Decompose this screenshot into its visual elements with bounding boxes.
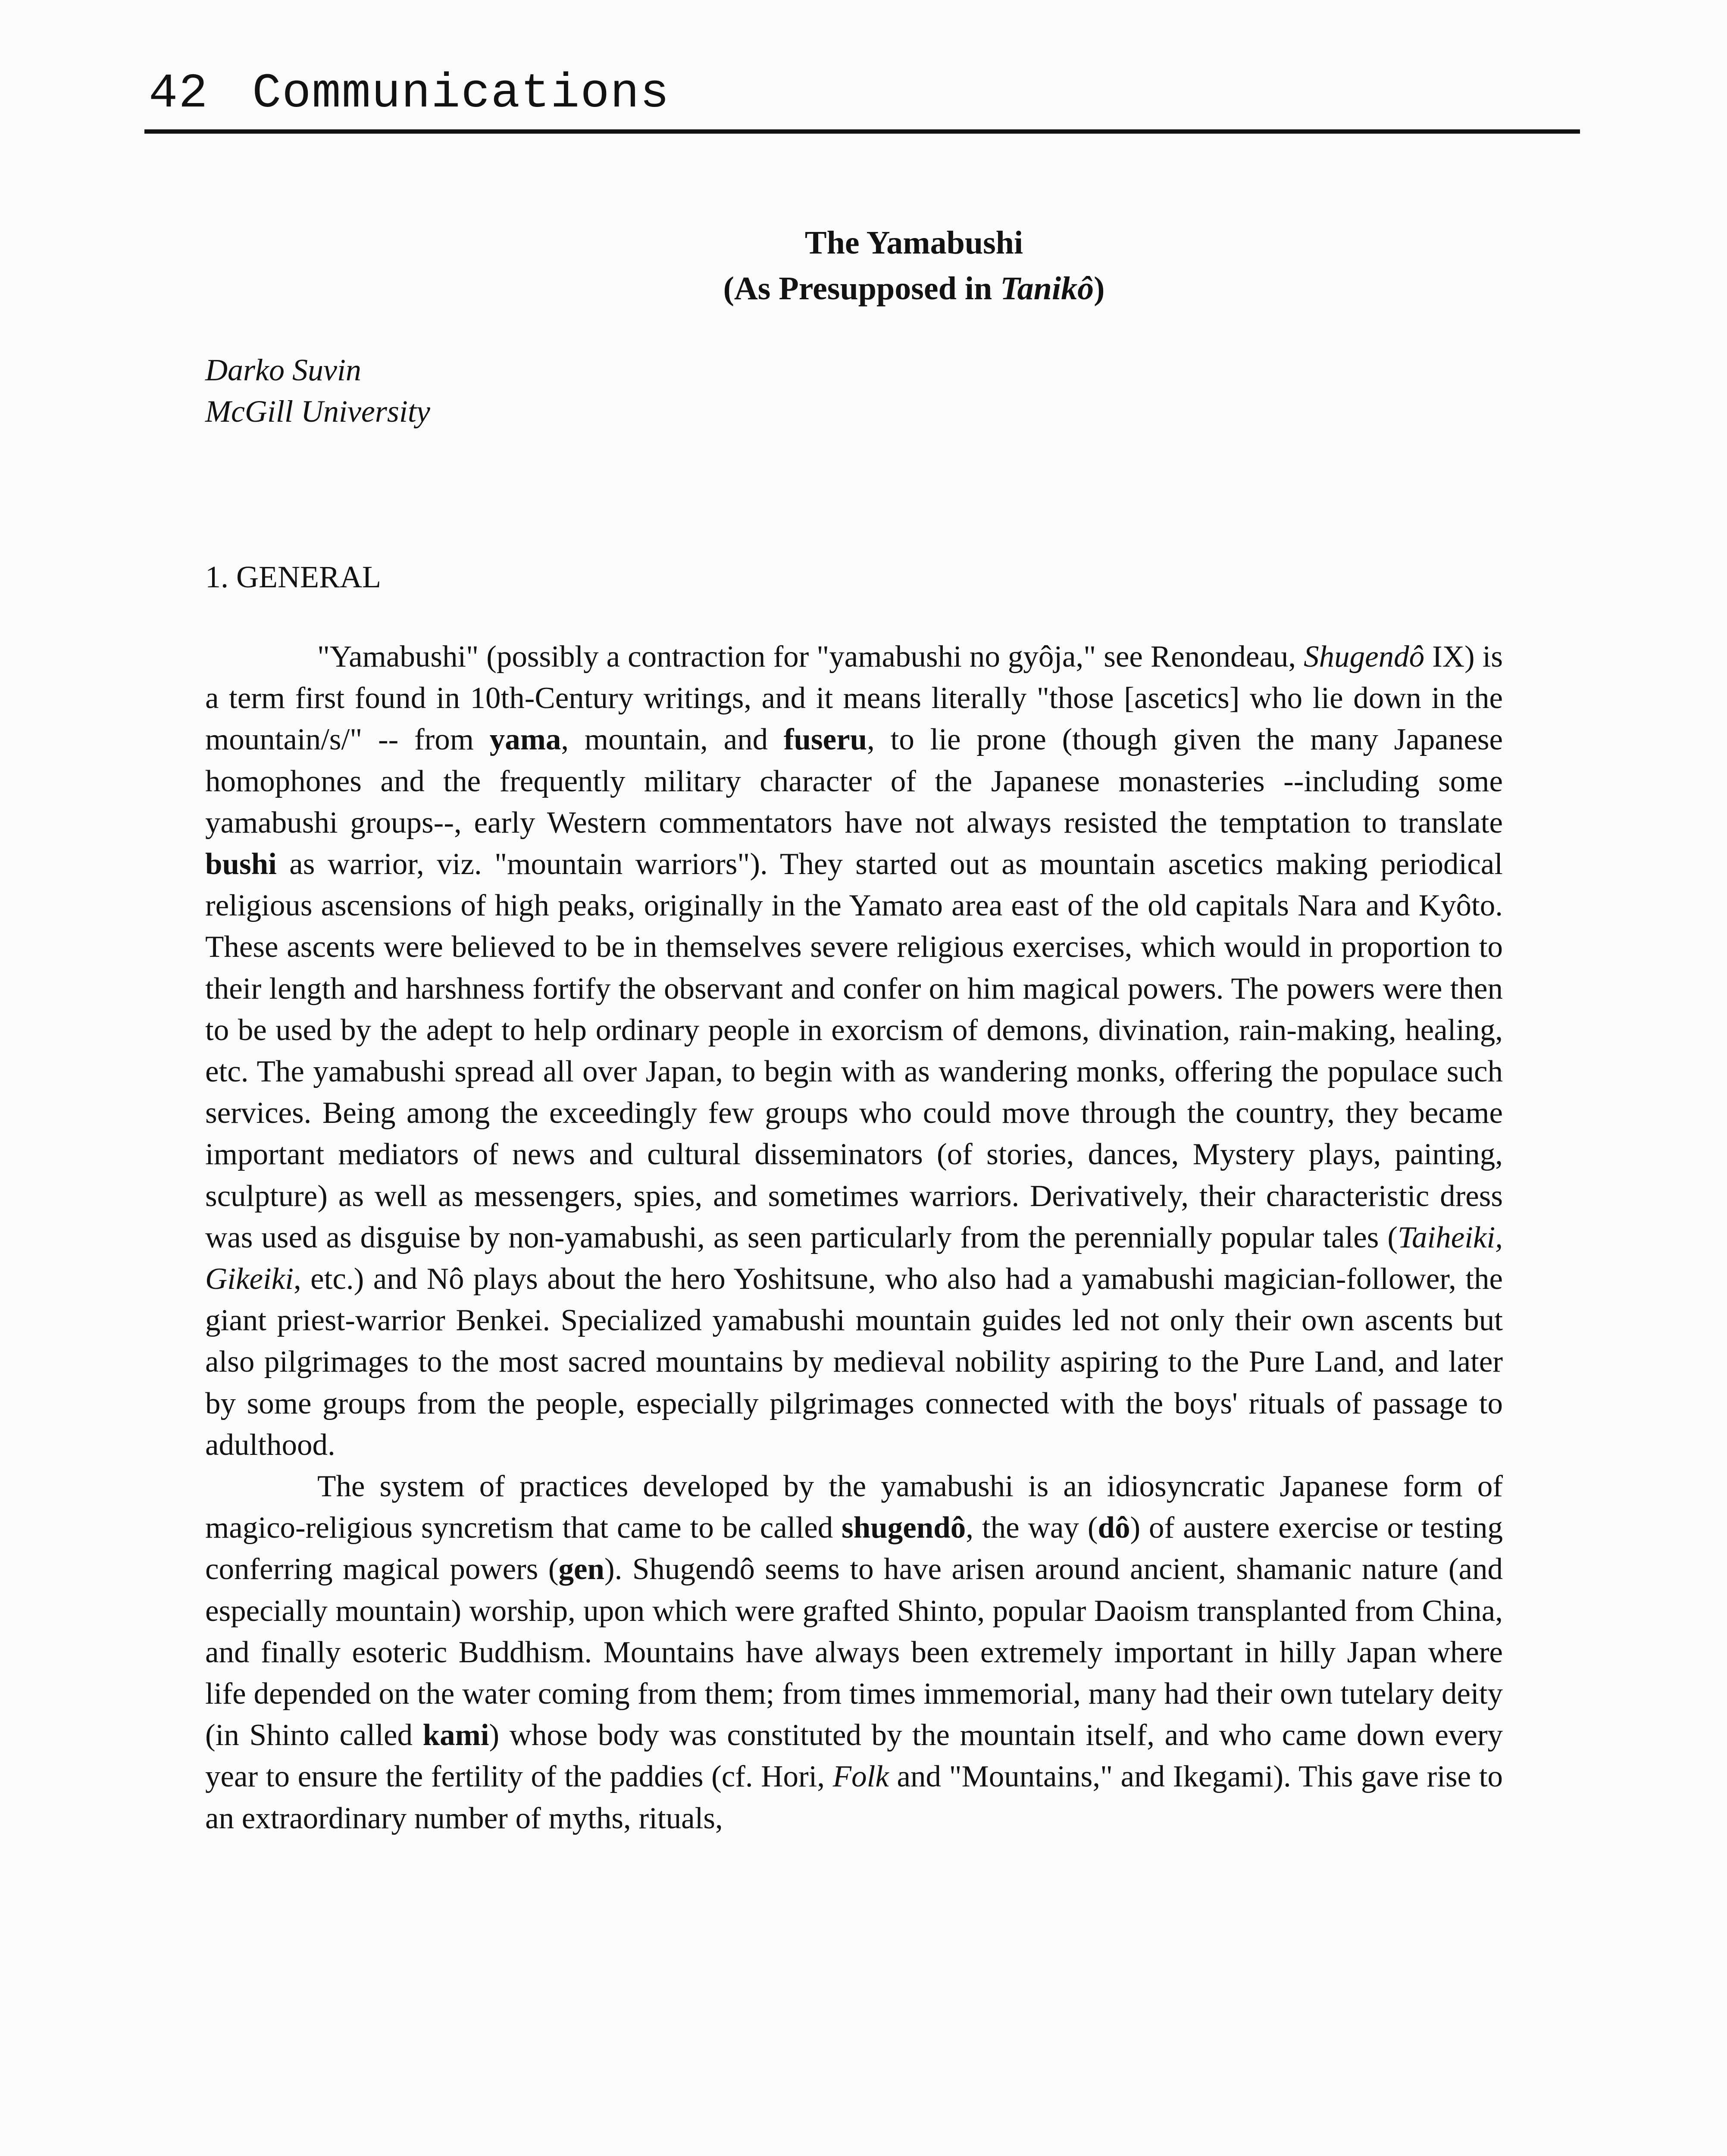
text-run: The system of practices developed by the yamabushi is an idiosyncratic Japanese form of magico-religious syncretism that came to be called	[205, 1470, 1503, 1545]
text-run: Shugendô	[1304, 640, 1425, 674]
title-line-2	[517, 266, 1311, 311]
section-heading: 1. GENERAL	[205, 560, 381, 594]
paragraph-2	[205, 1466, 1503, 1839]
text-run: Taiheiki, Gikeiki	[205, 1220, 1503, 1296]
page-number: 42	[149, 66, 209, 121]
text-run: dô	[1098, 1511, 1130, 1545]
text-run: fuseru	[783, 723, 867, 757]
text-run: ). Shugendô seems to have arisen around ancient, shamanic nature (and especially mountain) worship, upon which were grafted Shinto, popular Daoism transplanted from China, and finally esoteric Buddhism. Mountains have always been extremely important in hilly Japan where life depended on the water coming from them; from times immemorial, many had their own tutelary deity (in Shinto called	[205, 1552, 1503, 1752]
body-text	[205, 636, 1503, 1839]
text-run: , mountain, and	[561, 723, 784, 757]
title-subtitle-post: )	[1094, 270, 1105, 307]
text-run: kami	[422, 1718, 489, 1752]
text-run: as warrior, viz. "mountain warriors"). They started out as mountain ascetics making periodical religious ascensions of high peaks, originally in the Yamato area east of the old capitals Nara and Kyôto. These ascents were believed to be in themselves severe religious exercises, which would in proportion to their length and harshness fortify the observant and confer on him magical powers. The powers were then to be used by the adept to help ordinary people in exorcism of demons, divination, rain-making, healing, etc. The yamabushi spread all over Japan, to begin with as wandering monks, offering the populace such services. Being among the exceedingly few groups who could move through the country, they became important mediators of news and cultural disseminators (of stories, dances, Mystery plays, painting, sculpture) as well as messengers, spies, and sometimes warriors. Derivatively, their characteristic dress was used as disguise by non-yamabushi, as seen particularly from the perennially popular tales (	[205, 847, 1503, 1254]
text-run: IX) is a term first found in 10th-Century writings, and it means literally "those [ascetics] who lie down in the mountain/s/" -- from	[205, 640, 1503, 757]
text-run: ) of austere exercise or testing conferring magical powers (	[205, 1511, 1503, 1586]
author-name: Darko Suvin	[205, 353, 361, 387]
text-run: , etc.) and Nô plays about the hero Yoshitsune, who also had a yamabushi magician-follower, the giant priest-warrior Benkei. Specialized yamabushi mountain guides led not only their own ascents but also pilgrimages to the most sacred mountains by medieval nobility aspiring to the Pure Land, and later by some groups from the people, especially pilgrimages connected with the boys' rituals of passage to adulthood.	[205, 1262, 1503, 1462]
text-run: ) whose body was constituted by the mountain itself, and who came down every year to ensure the fertility of the paddies (cf. Hori,	[205, 1718, 1503, 1794]
title-subtitle-pre: (As Presupposed in	[723, 270, 1001, 307]
text-run: , the way (	[966, 1511, 1098, 1545]
author-block	[205, 349, 430, 432]
text-run: , to lie prone (though given the many Japanese homophones and the frequently military character of the Japanese monasteries --including some yamabushi groups--, early Western commentators have not always resisted the temptation to translate	[205, 723, 1503, 840]
article-title	[517, 220, 1311, 311]
text-run: yama	[489, 723, 561, 757]
running-header	[144, 66, 1580, 134]
text-run: Folk	[832, 1760, 889, 1794]
title-subtitle-italic: Tanikô	[1000, 270, 1094, 307]
text-run: "Yamabushi" (possibly a contraction for "yamabushi no gyôja," see Renondeau,	[317, 640, 1304, 674]
paragraph-1	[205, 636, 1503, 1466]
title-line-1: The Yamabushi	[804, 225, 1023, 261]
text-run: gen	[558, 1552, 605, 1586]
text-run: shugendô	[842, 1511, 966, 1545]
author-affiliation: McGill University	[205, 394, 430, 429]
text-run: and "Mountains," and Ikegami). This gave rise to an extraordinary number of myths, rituals,	[205, 1760, 1503, 1835]
header-rule	[144, 129, 1580, 134]
running-section-title: Communications	[252, 66, 670, 121]
text-run: bushi	[205, 847, 277, 881]
